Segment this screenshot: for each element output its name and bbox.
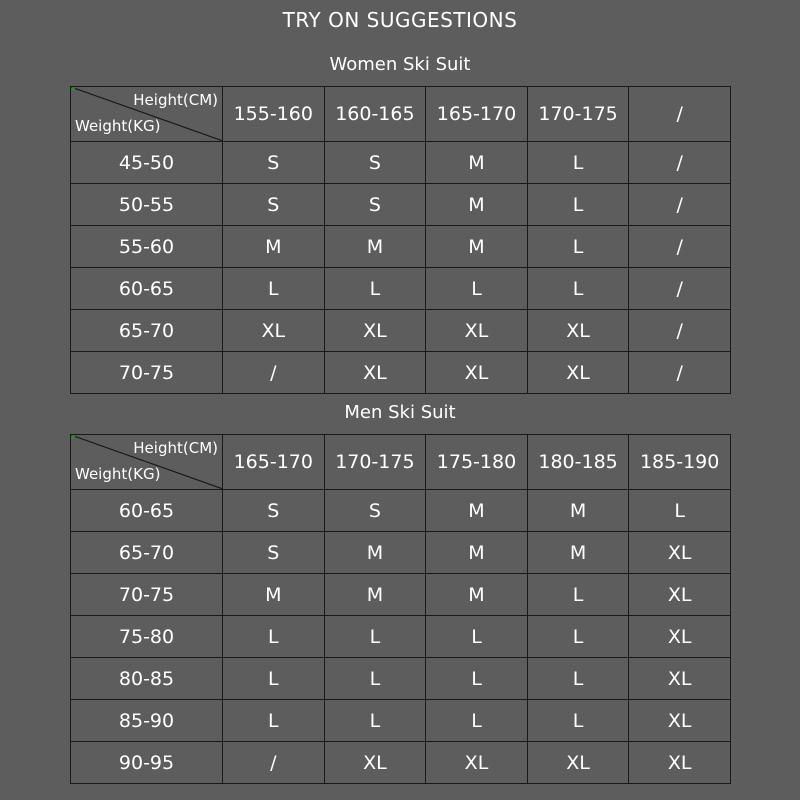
table-header-row <box>71 87 731 142</box>
table-row <box>71 142 731 184</box>
size-cell: XL <box>426 352 528 394</box>
size-cell: S <box>324 142 426 184</box>
size-cell: L <box>324 616 426 658</box>
row-label: 90-95 <box>71 742 223 784</box>
size-cell: S <box>223 142 325 184</box>
size-cell: M <box>426 226 528 268</box>
size-cell: L <box>426 616 528 658</box>
size-cell: M <box>426 490 528 532</box>
row-label: 70-75 <box>71 352 223 394</box>
size-cell: XL <box>629 616 731 658</box>
size-cell: M <box>527 490 629 532</box>
size-cell: XL <box>527 742 629 784</box>
size-cell: XL <box>426 310 528 352</box>
size-cell: S <box>324 490 426 532</box>
row-label: 50-55 <box>71 184 223 226</box>
row-label: 45-50 <box>71 142 223 184</box>
column-header: 160-165 <box>324 87 426 142</box>
table-row <box>71 616 731 658</box>
size-cell: / <box>629 142 731 184</box>
table-row <box>71 310 731 352</box>
size-cell: M <box>426 184 528 226</box>
size-cell: XL <box>324 310 426 352</box>
size-cell: XL <box>324 352 426 394</box>
table-row <box>71 574 731 616</box>
table-row <box>71 700 731 742</box>
column-header: 165-170 <box>223 435 325 490</box>
size-cell: M <box>426 574 528 616</box>
table-row <box>71 184 731 226</box>
size-cell: / <box>629 268 731 310</box>
size-cell: S <box>324 184 426 226</box>
size-cell: / <box>629 310 731 352</box>
size-cell: M <box>324 532 426 574</box>
size-cell: XL <box>629 532 731 574</box>
row-label: 65-70 <box>71 532 223 574</box>
size-cell: S <box>223 184 325 226</box>
size-cell: M <box>527 532 629 574</box>
size-cell: L <box>527 658 629 700</box>
size-cell: L <box>223 658 325 700</box>
size-cell: XL <box>629 574 731 616</box>
row-label: 60-65 <box>71 268 223 310</box>
size-cell: L <box>527 700 629 742</box>
size-cell: S <box>223 532 325 574</box>
size-cell: / <box>629 352 731 394</box>
size-cell: M <box>426 532 528 574</box>
size-cell: M <box>223 574 325 616</box>
size-cell: / <box>629 226 731 268</box>
size-cell: L <box>426 268 528 310</box>
height-axis-label: Height(CM) <box>133 439 218 457</box>
table-row <box>71 532 731 574</box>
column-header: 170-175 <box>527 87 629 142</box>
size-cell: XL <box>629 658 731 700</box>
size-cell: L <box>426 658 528 700</box>
size-cell: XL <box>629 742 731 784</box>
row-label: 70-75 <box>71 574 223 616</box>
size-cell: L <box>324 268 426 310</box>
corner-header-cell <box>71 87 223 142</box>
men-size-table <box>70 434 731 784</box>
size-cell: XL <box>426 742 528 784</box>
size-cell: L <box>324 658 426 700</box>
size-cell: XL <box>629 700 731 742</box>
table-header-row <box>71 435 731 490</box>
table-row <box>71 490 731 532</box>
table-row <box>71 658 731 700</box>
size-cell: L <box>527 226 629 268</box>
size-cell: L <box>527 142 629 184</box>
row-label: 55-60 <box>71 226 223 268</box>
column-header: 175-180 <box>426 435 528 490</box>
size-cell: L <box>527 616 629 658</box>
size-cell: XL <box>324 742 426 784</box>
column-header: / <box>629 87 731 142</box>
row-label: 60-65 <box>71 490 223 532</box>
size-cell: M <box>324 574 426 616</box>
weight-axis-label: Weight(KG) <box>75 465 161 483</box>
row-label: 85-90 <box>71 700 223 742</box>
size-cell: L <box>527 184 629 226</box>
table-row <box>71 352 731 394</box>
size-cell: M <box>324 226 426 268</box>
size-cell: L <box>527 574 629 616</box>
weight-axis-label: Weight(KG) <box>75 117 161 135</box>
size-cell: M <box>223 226 325 268</box>
row-label: 75-80 <box>71 616 223 658</box>
size-cell: L <box>629 490 731 532</box>
height-axis-label: Height(CM) <box>133 91 218 109</box>
corner-header-cell <box>71 435 223 490</box>
size-cell: XL <box>223 310 325 352</box>
size-cell: / <box>223 352 325 394</box>
men-section-title: Men Ski Suit <box>344 402 456 423</box>
women-size-table <box>70 86 731 394</box>
size-cell: / <box>223 742 325 784</box>
size-cell: L <box>223 700 325 742</box>
column-header: 180-185 <box>527 435 629 490</box>
column-header: 165-170 <box>426 87 528 142</box>
size-cell: L <box>426 700 528 742</box>
size-cell: XL <box>527 352 629 394</box>
column-header: 170-175 <box>324 435 426 490</box>
size-cell: S <box>223 490 325 532</box>
table-row <box>71 268 731 310</box>
women-section-title: Women Ski Suit <box>329 54 471 75</box>
column-header: 185-190 <box>629 435 731 490</box>
page-title: TRY ON SUGGESTIONS <box>282 8 518 32</box>
size-cell: L <box>223 268 325 310</box>
size-cell: L <box>527 268 629 310</box>
size-cell: XL <box>527 310 629 352</box>
table-row <box>71 226 731 268</box>
table-row <box>71 742 731 784</box>
size-cell: L <box>223 616 325 658</box>
size-cell: L <box>324 700 426 742</box>
size-cell: / <box>629 184 731 226</box>
row-label: 80-85 <box>71 658 223 700</box>
size-cell: M <box>426 142 528 184</box>
column-header: 155-160 <box>223 87 325 142</box>
row-label: 65-70 <box>71 310 223 352</box>
